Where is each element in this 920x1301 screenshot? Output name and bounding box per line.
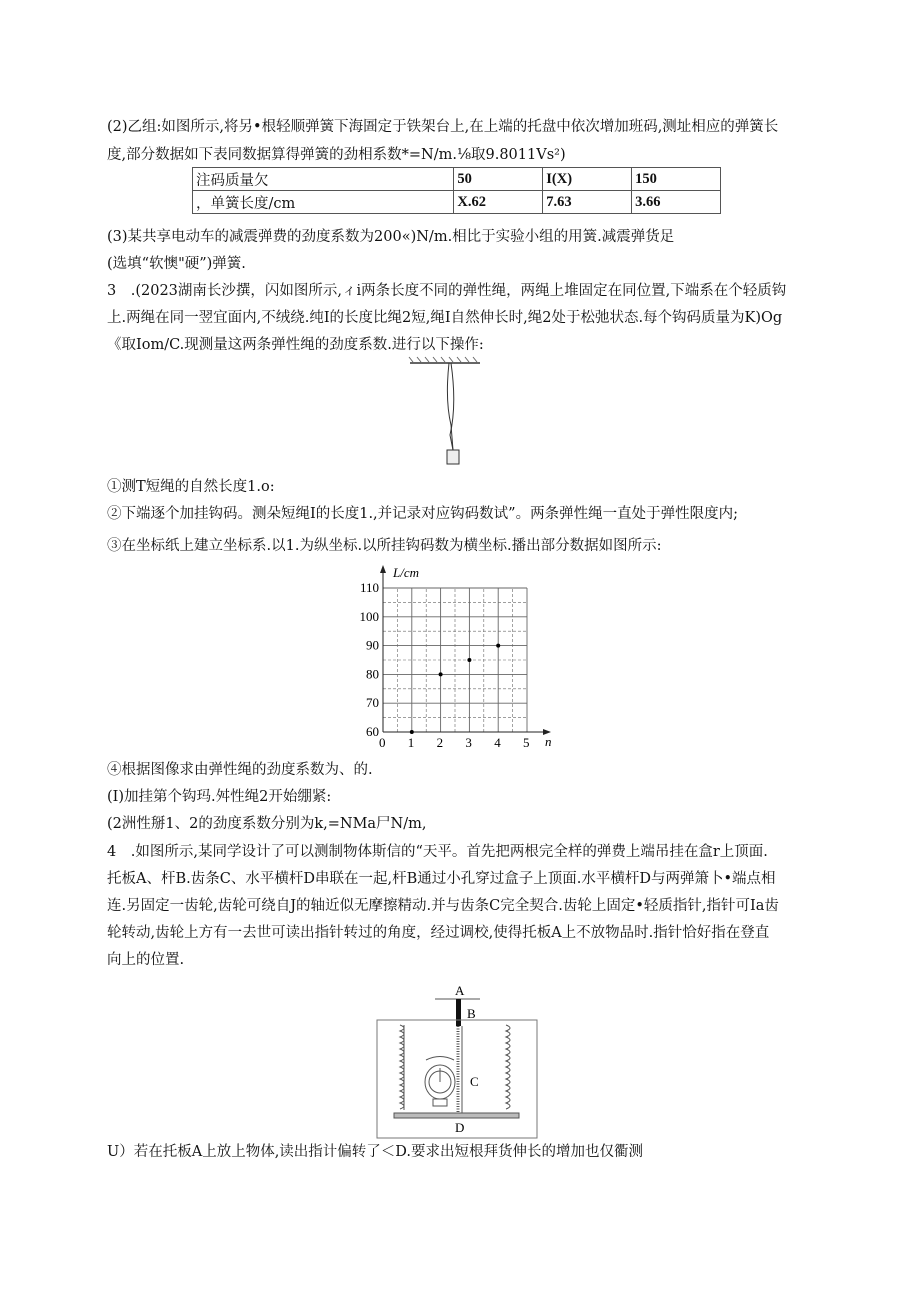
label-b: B [467, 1006, 476, 1021]
y-tick-label: 100 [359, 608, 379, 624]
elastic-rope-figure [405, 355, 485, 470]
table-row [193, 168, 721, 191]
data-point [467, 658, 471, 662]
balance-device-figure [370, 980, 540, 1140]
table-row [193, 191, 721, 214]
text-line: 向上的位置. [107, 952, 185, 968]
x-tick-label: 3 [465, 735, 472, 750]
text-line: (选填“软懊"硬”)弹簧. [107, 256, 246, 272]
table-cell: 50 [454, 168, 543, 191]
text-line: (2)乙组:如图所示,将另•根轻顺弹簧下海圄定于铁架台上,在上端的托盘中依次增加班码,测址相应的弹簧长 [107, 119, 779, 135]
step-1: ①测T短绳的自然长度1.o: [107, 479, 275, 495]
text-line: 《取Iom/C.现测量这两条弹性绳的劲度系数.进行以下操作: [107, 337, 484, 353]
text-line: (I)加挂第个钩玛.舛性绳2开始绷紧: [107, 789, 332, 805]
table-cell: X.62 [454, 191, 543, 214]
label-a: A [455, 983, 465, 998]
table-cell: 3.66 [632, 191, 721, 214]
x-tick-label: 1 [407, 735, 415, 750]
text-line: 度,部分数据如下表同数据算得弹簧的劲相系数*=N/m.⅛取9.8011Vs²) [107, 147, 566, 163]
step-3: ③在坐标纸上建立坐标系.以1.为纵坐标.以所挂钩码数为横坐标.播出部分数据如图所示: [107, 538, 662, 554]
y-tick-label: 70 [366, 695, 379, 711]
table-cell: ，单簧长度/cm [193, 191, 454, 214]
x-tick-label: 4 [494, 735, 501, 750]
table-cell: 150 [632, 168, 721, 191]
data-point [410, 730, 414, 734]
length-vs-hooks-chart [340, 560, 570, 755]
x-tick-label: 5 [523, 735, 530, 750]
text-line: (2洲性掰1、2的劲度系数分别为k,=NMa尸N/m, [107, 816, 427, 832]
text-line: 4 .如图所示,某同学设计了可以测制物体斯信的“天平。首先把两根完全样的弹费上端吊挂在盒r上顶面. [107, 844, 768, 860]
y-tick-label: 110 [359, 580, 379, 595]
x-axis-label: n [545, 734, 552, 749]
step-2: ②下端逐个加挂钩码。测朵短绳I的长度1.,并记录对应钩码数试”。两条弹性绳一直处于弹性限度内; [107, 506, 738, 522]
data-table [192, 167, 721, 214]
text-line: 上.两绳在同一翌宜面内,不绒绕.纯I的长度比绳2短,绳I自然伸长时,绳2处于松弛状态.每个钩码质量为K)Og [107, 310, 783, 326]
y-tick-label: 90 [366, 637, 379, 653]
text-line: 轮转动,齿轮上方有一去世可读出指针转过的角度，经过调校,使得托板A上不放物品时.指针恰好指在登直 [107, 925, 770, 941]
data-point [439, 672, 443, 676]
y-axis-arrow [380, 565, 386, 573]
table-cell: 7.63 [543, 191, 632, 214]
text-line: U）若在托板A上放上物体,读出指计偏转了＜D.要求出短根拜货伸长的增加也仅衢测 [107, 1144, 644, 1160]
y-axis-label: L/cm [393, 565, 419, 580]
text-line: (3)某共享电动车的减震弹费的劲度系数为200«)N/m.相比于实验小组的用簧.减震弹货足 [107, 229, 675, 245]
y-tick-label: 80 [366, 666, 379, 682]
table-cell: 注码质量欠 [193, 168, 454, 191]
x-tick-label: 2 [436, 735, 444, 750]
table-cell: I(X) [543, 168, 632, 191]
text-line: 托板A、杆B.齿条C、水平横杆D串联在一起,杆B通过小孔穿过盒子上顶面.水平横杆D与两弹箫卜•端点相 [107, 871, 776, 887]
label-c: C [470, 1074, 479, 1089]
text-line: ④根据图像求由弹性绳的劲度系数为、的. [107, 762, 373, 778]
text-line: 连.另固定一齿轮,齿轮可绕自J的轴近似无摩擦精动.并与齿条C完全契合.齿轮上固定•轻质指针,指针可Ia齿 [107, 898, 779, 914]
data-point [496, 644, 500, 648]
x-tick-label: 0 [379, 735, 386, 750]
label-d: D [455, 1120, 465, 1135]
y-tick-label: 60 [366, 724, 379, 739]
text-line: 3 .(2023湖南长沙撰，闪如图所示,ィi两条长度不同的弹性绳，两绳上堆固定在同位置,下端系在个轻质钩 [107, 283, 787, 299]
